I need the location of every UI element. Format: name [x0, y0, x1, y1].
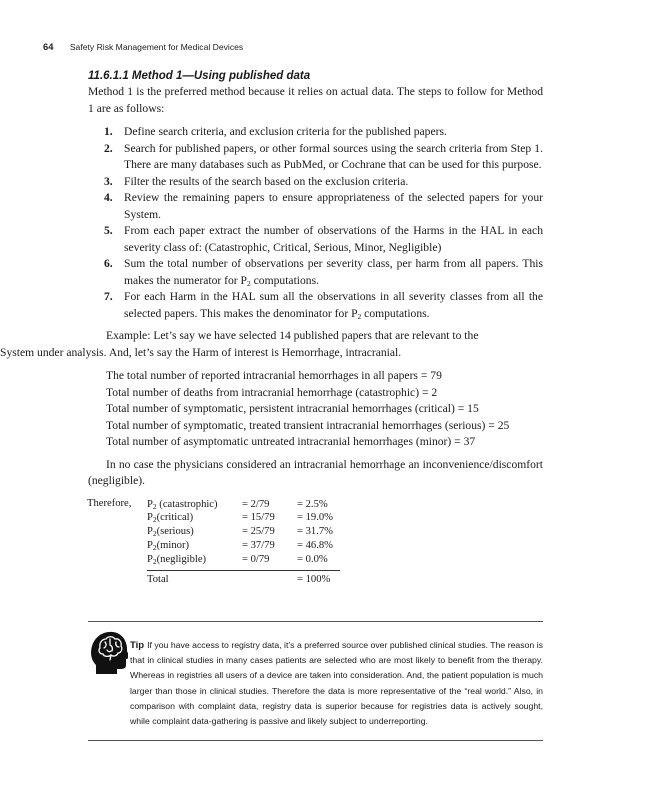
page-body: [0, 70, 543, 588]
steps-list: [88, 124, 543, 322]
count-line: Total number of symptomatic, persistent intracranial hemorrhages (critical) = 15: [106, 402, 479, 415]
step-number: 6.: [104, 257, 113, 270]
fraction: = 37/79: [242, 539, 275, 551]
section-heading: 11.6.1.1 Method 1—Using published data: [88, 70, 311, 82]
step-text: Filter the results of the search based on the exclusion criteria.: [124, 174, 409, 188]
list-item: [104, 174, 543, 191]
total-value: = 100%: [297, 573, 331, 585]
percent: = 0.0%: [297, 553, 328, 565]
step-number: 4.: [104, 191, 113, 204]
step-number: 7.: [104, 290, 113, 303]
tip-text-block: [130, 638, 543, 729]
total-label: Total: [147, 573, 169, 585]
list-item: [104, 190, 543, 223]
example-intro-continued: [0, 345, 543, 362]
severity-term: $P_2(negligible)$: [147, 553, 207, 566]
count-line: The total number of reported intracranial hemorrhages in all papers = 79: [106, 369, 442, 382]
sum-rule: [147, 570, 340, 571]
step-number: 2.: [104, 141, 113, 155]
probability-calculation: [88, 498, 543, 588]
section-intro: Method 1 is the preferred method because it relies on actual data. The steps to follow for Method 1 are as follows:: [88, 85, 543, 115]
tip-label: Tip: [130, 640, 145, 651]
fraction: = 15/79: [242, 512, 275, 524]
subscript: 2: [247, 278, 251, 288]
step-text-end: computations.: [250, 273, 320, 287]
example-intro: [88, 328, 543, 345]
step-number: 1.: [104, 125, 113, 138]
percent: = 2.5%: [297, 498, 328, 510]
list-item: [104, 124, 543, 141]
count-line: Total number of asymptomatic untreated intracranial hemorrhages (minor) = 37: [106, 435, 476, 448]
step-text: Search for published papers, or other formal sources using the search criteria from Step 1. There are many databases such as PubMed, or Cochrane that can be used for this purpose.: [124, 141, 543, 171]
brain-head-icon: [90, 630, 128, 678]
tip-box: [88, 621, 543, 741]
subscript: 2: [357, 311, 362, 321]
severity-term: $P_2(critical)$: [147, 512, 194, 525]
tip-body: If you have access to registry data, it’s a preferred source over published clinical studies. The reason is that in clinical studies in many cases patients are selected who are most likely to benefit from the therapy. Whereas in registries all users of a device are taken into consideration. And, the patient population is much larger than those in clinical studies. Therefore the data is more representative of the “real world.” Also, in comparison with complaint data, registry data is superior because for registries data is actively sought, while complaint data-gathering is passive and likely subject to underreporting.: [130, 640, 543, 727]
severity-term: $P_2(serious)$: [147, 526, 194, 539]
running-head: [43, 41, 243, 52]
example-intro-second: System under analysis. And, let’s say the Harm of interest is Hemorrhage, intracranial.: [0, 345, 402, 359]
step-text: For each Harm in the HAL sum all the observations in all severity classes from all the selected papers. This makes the denominator for P: [124, 290, 543, 320]
page-number: 64: [43, 41, 54, 52]
step-text: From each paper extract the number of observations of the Harms in the HAL in each severity class of: (Catastrophic, Critical, Serious, Minor, Negligible): [124, 224, 543, 254]
counts-list: [106, 368, 543, 451]
list-item: [104, 223, 543, 256]
fraction: = 25/79: [242, 526, 275, 538]
percent: = 19.0%: [297, 512, 333, 524]
fraction: = 2/79: [242, 498, 270, 510]
percent: = 46.8%: [297, 539, 333, 551]
step-text: Define search criteria, and exclusion criteria for the published papers.: [124, 125, 447, 138]
percent: = 31.7%: [297, 526, 333, 538]
calculation-grid: [147, 498, 342, 567]
list-item: [104, 289, 543, 322]
step-text-end: computations.: [361, 306, 430, 320]
count-line: Total number of symptomatic, treated transient intracranial hemorrhages (serious) = 25: [106, 418, 510, 432]
fraction: = 0/79: [242, 553, 270, 565]
step-number: 5.: [104, 224, 113, 237]
count-line: Total number of deaths from intracranial hemorrhage (catastrophic) = 2: [106, 385, 438, 399]
severity-term: $P_2$ (catastrophic): [147, 498, 218, 511]
example-intro-first: Example: Let’s say we have selected 14 published papers that are relevant to the: [106, 329, 479, 342]
severity-term: $P_2(minor)$: [147, 539, 190, 552]
example-conclusion: In no case the physicians considered an intracranial hemorrhage an inconvenience/discomfort (negligible).: [88, 457, 543, 487]
therefore-label: Therefore,: [87, 497, 132, 509]
total-row: [147, 574, 342, 585]
book-title: Safety Risk Management for Medical Devices: [69, 42, 244, 52]
list-item: [104, 141, 543, 174]
step-text: Review the remaining papers to ensure appropriateness of the selected papers for your System.: [124, 191, 543, 221]
step-text: Sum the total number of observations per severity class, per harm from all papers. This makes the numerator for P: [124, 257, 543, 287]
list-item: [104, 256, 543, 289]
step-number: 3.: [104, 174, 113, 188]
